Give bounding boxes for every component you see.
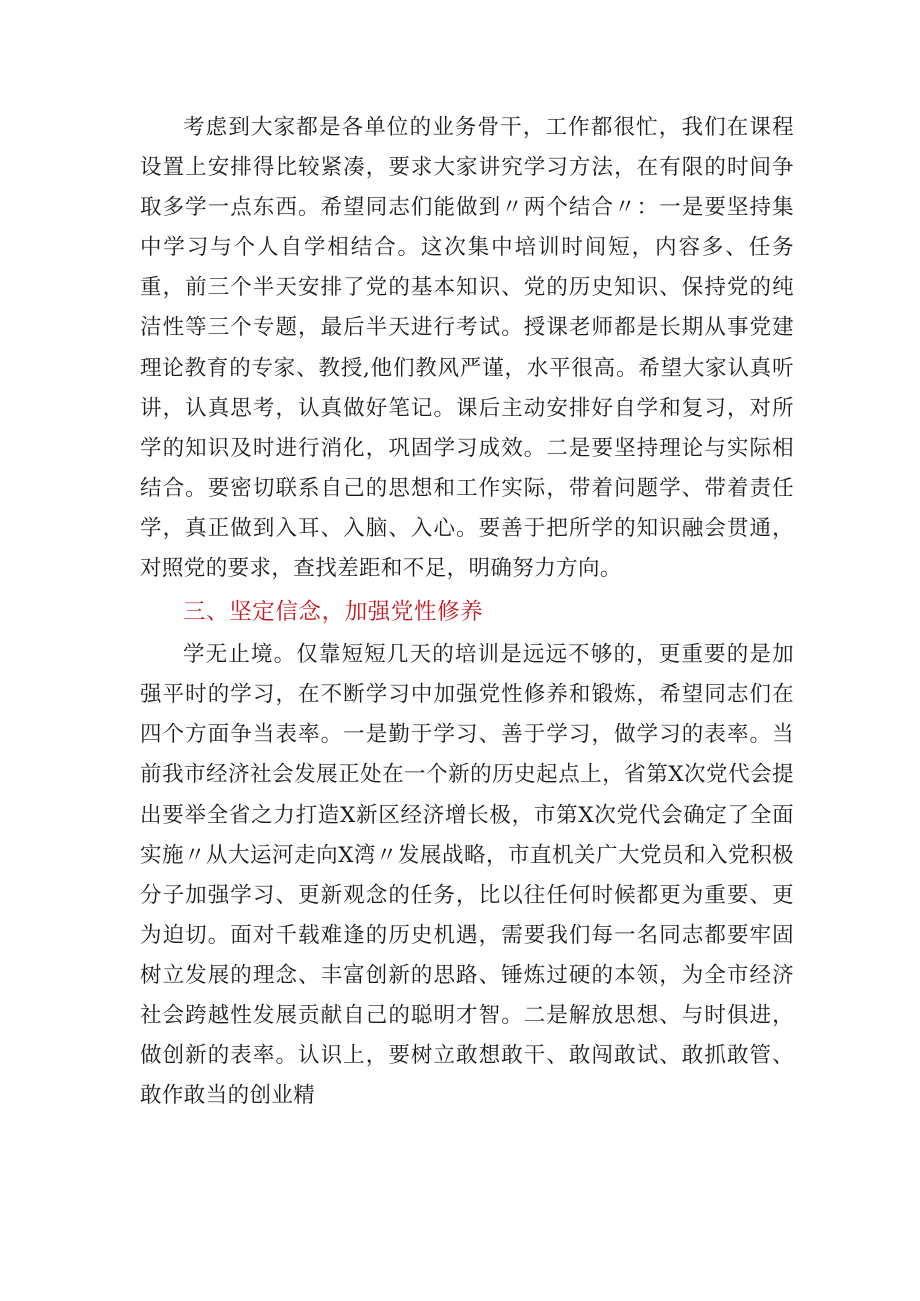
document-body [140,108,794,1116]
paragraph-four-examples: 学无止境。仅靠短短几天的培训是远远不够的，更重要的是加强平时的学习，在不断学习中加强党性修养和锻炼，希望同志们在四个方面争当表率。一是勤于学习、善于学习，做学习的表率。当前我市经济社会发展正处在一个新的历史起点上，省第X次党代会提出要举全省之力打造X新区经济增长极，市第X次党代会确定了全面实施〃从大运河走向X湾〃发展战略，市直机关广大党员和入党积极分子加强学习、更新观念的任务，比以往任何时候都更为重要、更为迫切。面对千载难逢的历史机遇，需要我们每一名同志都要牢固树立发展的理念、丰富创新的思路、锤炼过硬的本领，为全市经济社会跨越性发展贡献自己的聪明才智。二是解放思想、与时俱进，做创新的表率。认识上，要树立敢想敢干、敢闯敢试、敢抓敢管、敢作敢当的创业精 [140,642,794,1109]
paragraph-two-combinations: 考虑到大家都是各单位的业务骨干，工作都很忙，我们在课程设置上安排得比较紧凑，要求大家讲究学习方法，在有限的时间争取多学一点东西。希望同志们能做到〃两个结合〃：一是要坚持集中学习与个人自学相结合。这次集中培训时间短，内容多、任务重，前三个半天安排了党的基本知识、党的历史知识、保持党的纯洁性等三个专题，最后半天进行考试。授课老师都是长期从事党建理论教育的专家、教授,他们教风严谨，水平很高。希望大家认真听讲，认真思考，认真做好笔记。课后主动安排好自学和复习，对所学的知识及时进行消化，巩固学习成效。二是要坚持理论与实际相结合。要密切联系自己的思想和工作实际，带着问题学、带着责任学，真正做到入耳、入脑、入心。要善于把所学的知识融会贯通，对照党的要求，查找差距和不足，明确努力方向。 [140,115,794,582]
section-heading-three: 三、坚定信念，加强党性修养 [183,599,484,626]
